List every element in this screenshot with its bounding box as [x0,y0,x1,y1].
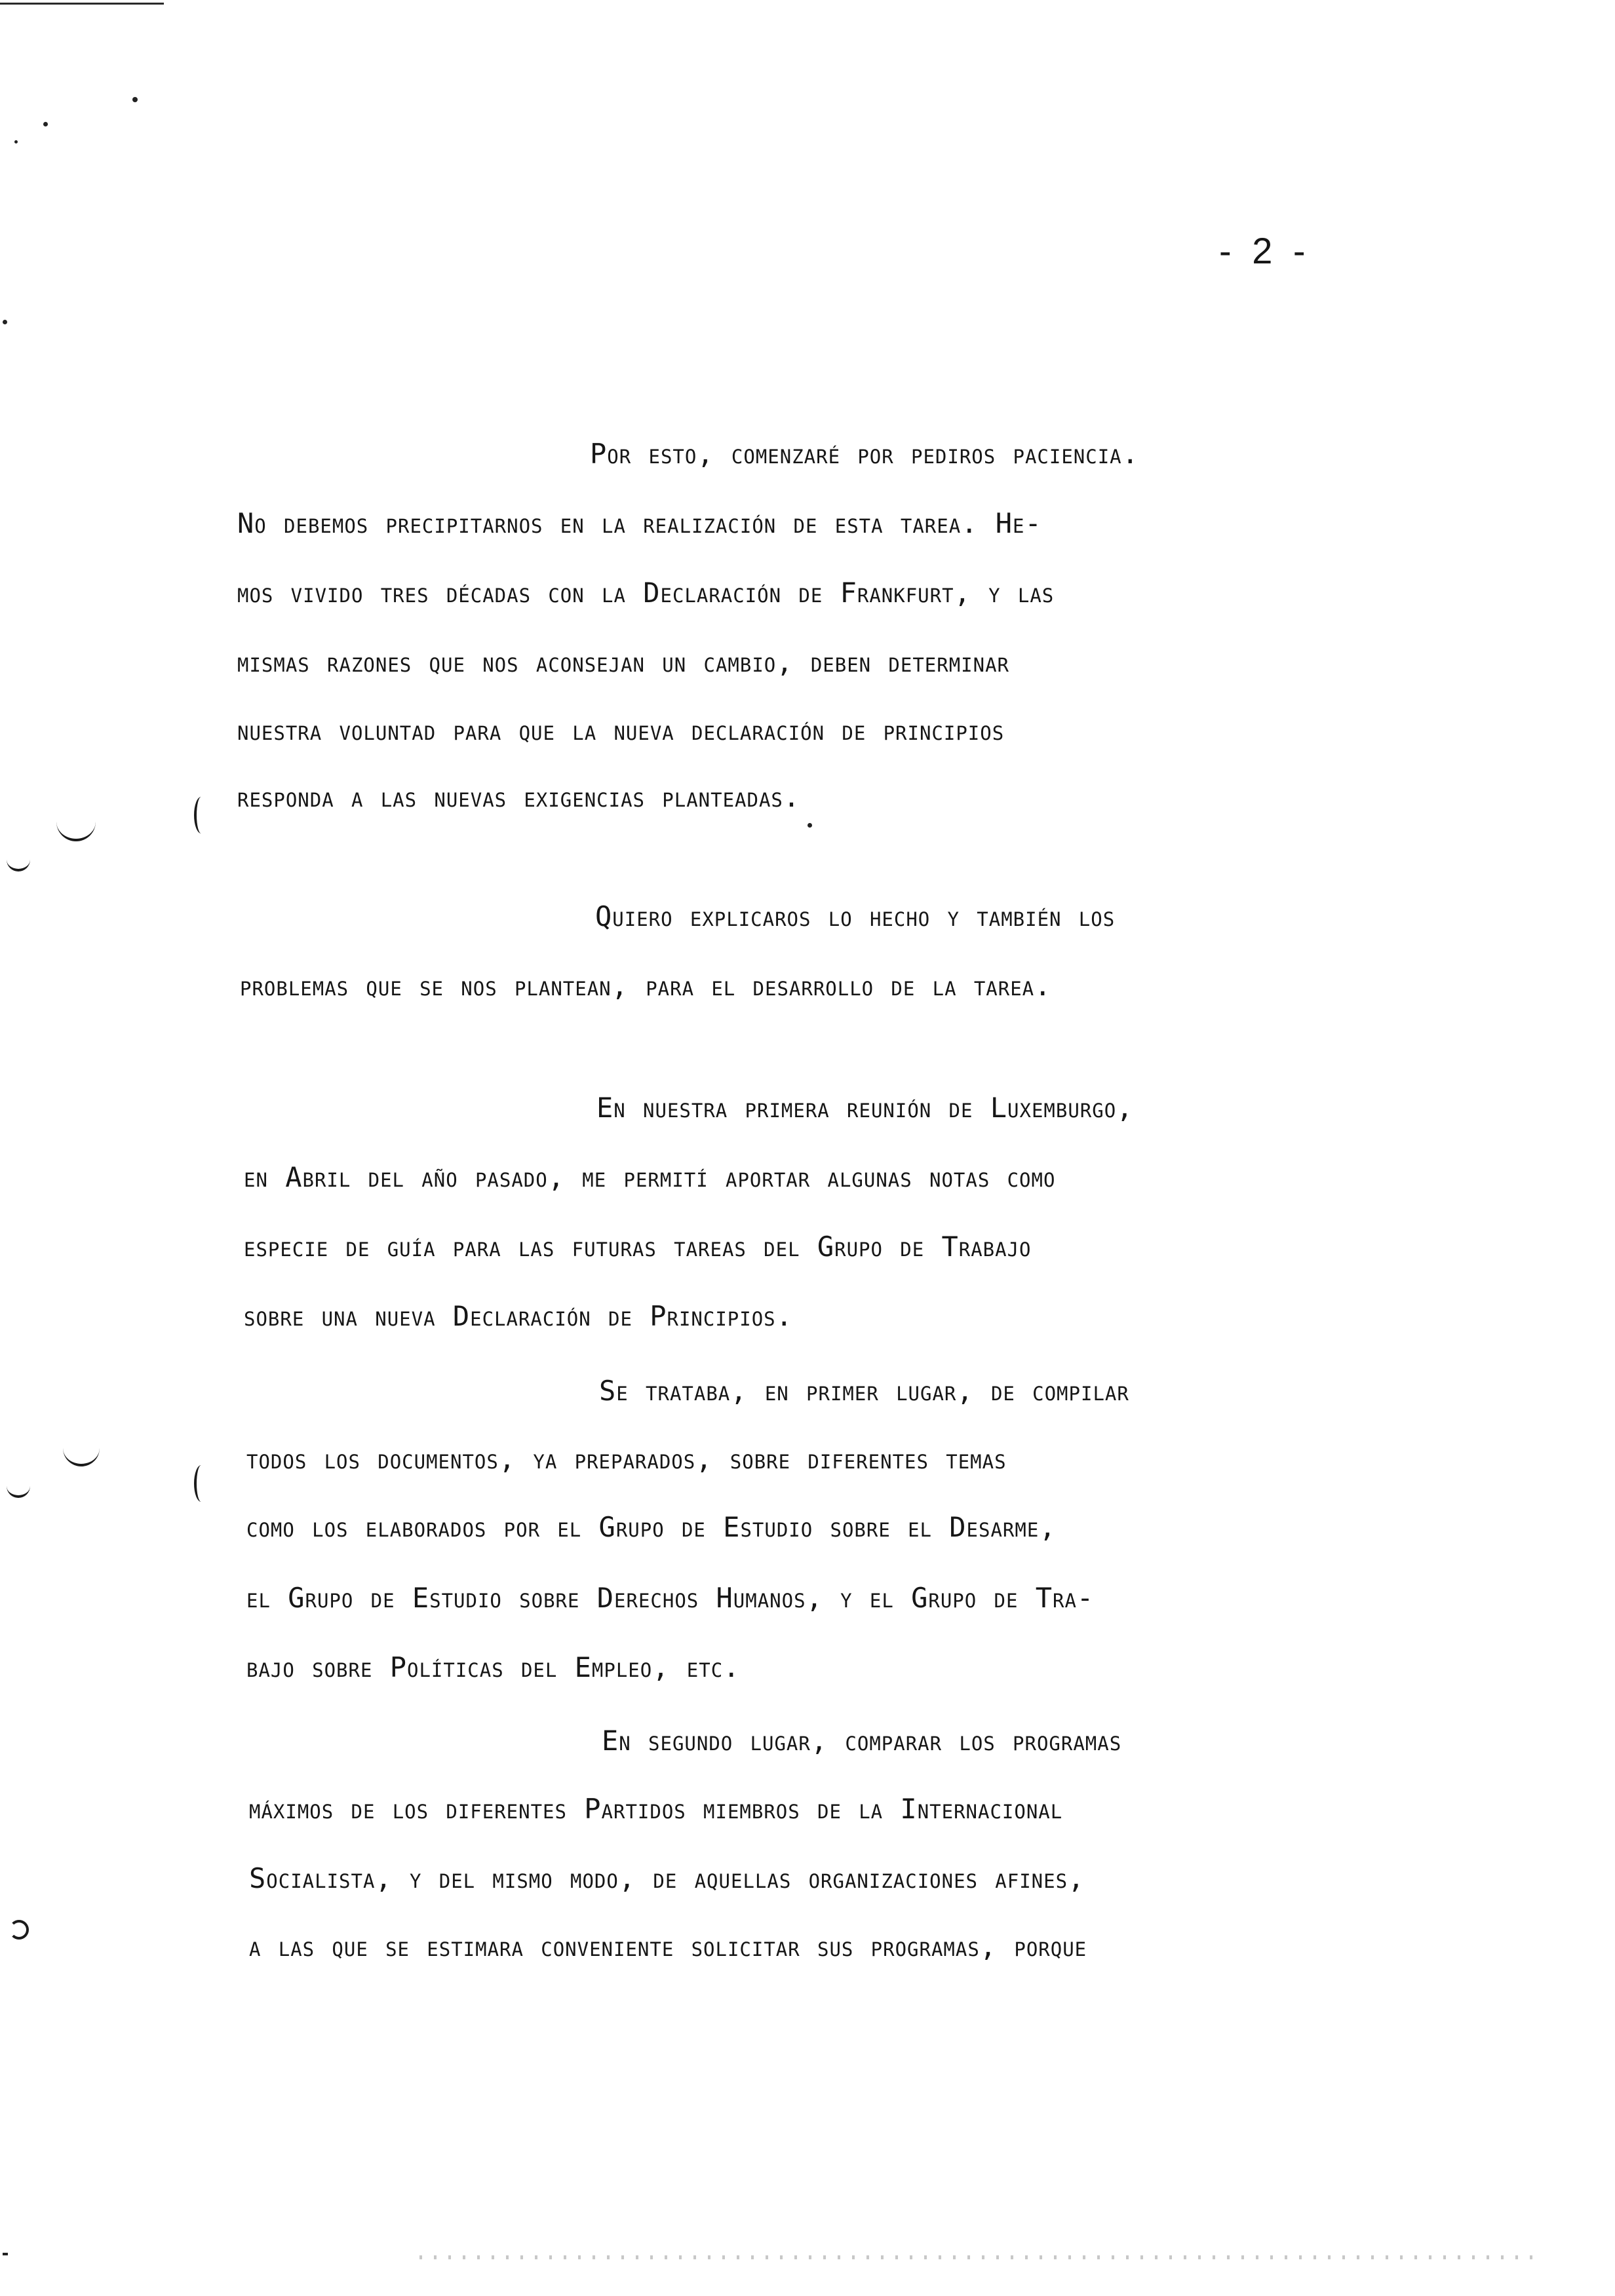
margin-mark [63,1440,100,1466]
text-line: No debemos precipitarnos en la realización de esta tarea. He- [237,507,1042,539]
margin-mark [56,813,96,841]
bottom-scan-artifact [419,2255,1534,2259]
scan-speck [3,2253,8,2255]
text-line: mos vivido tres décadas con la Declaración de Frankfurt, y las [237,577,1055,609]
text-line: Quiero explicaros lo hecho y también los [595,900,1116,932]
text-line: problemas que se nos plantean, para el desarrollo de la tarea. [240,970,1052,1002]
text-line: Socialista, y del mismo modo, de aquellas organizaciones afines, [249,1862,1085,1894]
margin-mark [7,860,30,871]
scan-speck [808,823,812,828]
page-number: - 2 - [1219,230,1311,271]
text-line: a las que se estimara conveniente solicitar sus programas, porque [249,1930,1087,1962]
scan-speck [14,140,18,144]
text-line: en Abril del año pasado, me permití aportar algunas notas como [244,1161,1056,1193]
text-line: nuestra voluntad para que la nueva declaración de principios [237,714,1005,746]
margin-bracket [194,797,208,833]
text-line: En nuestra primera reunión de Luxemburgo, [596,1092,1134,1124]
text-line: Por esto, comenzaré por pediros paciencia. [590,438,1139,470]
text-line: el Grupo de Estudio sobre Derechos Humanos, y el Grupo de Tra- [246,1582,1095,1614]
scan-speck [3,320,7,324]
margin-mark [9,1920,29,1940]
margin-mark [7,1486,30,1498]
margin-bracket [194,1465,208,1502]
text-line: mismas razones que nos aconsejan un cambio, deben determinar [237,646,1010,678]
scan-speck [132,97,138,102]
top-rule [0,3,164,5]
text-line: como los elaborados por el Grupo de Estudio sobre el Desarme, [246,1511,1057,1543]
text-line: máximos de los diferentes Partidos miembros de la Internacional [249,1793,1063,1825]
text-line: todos los documentos, ya preparados, sobre diferentes temas [246,1443,1007,1475]
text-line: sobre una nueva Declaración de Principios. [244,1300,793,1332]
text-line: En segundo lugar, comparar los programas [602,1725,1122,1757]
text-line: Se trataba, en primer lugar, de compilar [599,1375,1129,1407]
text-line: bajo sobre Políticas del Empleo, etc. [246,1651,741,1683]
text-line: especie de guía para las futuras tareas del Grupo de Trabajo [244,1231,1032,1263]
text-line: responda a las nuevas exigencias planteadas. [237,781,801,813]
scan-speck [43,122,48,126]
